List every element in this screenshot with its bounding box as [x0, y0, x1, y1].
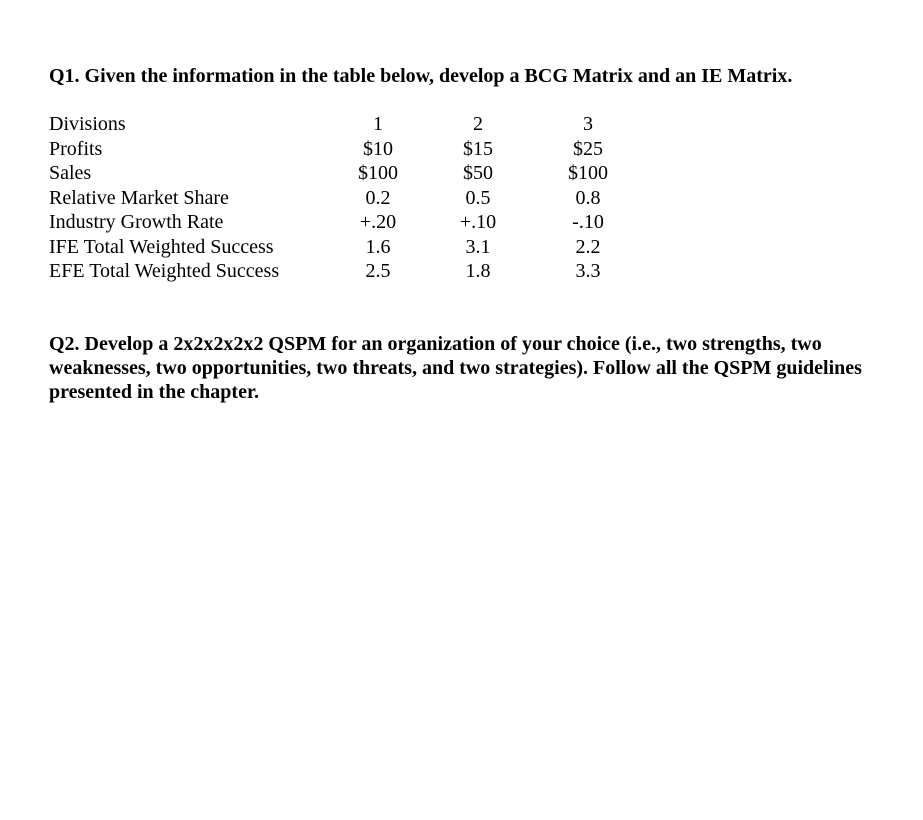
table-row [49, 235, 643, 260]
cell-value: $25 [573, 137, 603, 160]
row-label: Sales [49, 162, 92, 184]
question-2: Q2. Develop a 2x2x2x2x2 QSPM for an organization of your choice (i.e., two strengths, two weaknesses, two opportunities, two threats, and two strategies). Follow all the QSPM guidelines presented in the chapter. [49, 333, 862, 403]
cell-value: 3.3 [575, 260, 601, 282]
cell-value: 0.8 [575, 186, 601, 209]
cell-value: 2 [473, 113, 483, 135]
table-row [49, 186, 643, 211]
cell-value: 2.2 [575, 235, 601, 258]
question-1: Q1. Given the information in the table below, develop a BCG Matrix and an IE Matrix. [49, 65, 793, 87]
table-row [49, 210, 643, 235]
table-row [49, 137, 643, 162]
row-label: Industry Growth Rate [49, 211, 224, 233]
row-label: Profits [49, 137, 103, 160]
cell-value: 1.8 [465, 260, 491, 282]
cell-value: $100 [568, 162, 608, 184]
cell-value: $100 [358, 162, 398, 184]
cell-value: 1.6 [365, 235, 391, 258]
cell-value: 0.2 [365, 186, 391, 209]
cell-value: $50 [463, 162, 493, 184]
row-label: Divisions [49, 113, 126, 135]
cell-value: 2.5 [365, 260, 391, 282]
table-row [49, 161, 643, 186]
cell-value: +.20 [359, 211, 397, 233]
cell-value: 3.1 [465, 235, 491, 258]
cell-value: +.10 [459, 211, 497, 233]
row-label: EFE Total Weighted Success [49, 260, 280, 282]
cell-value: -.10 [572, 211, 604, 233]
cell-value: $15 [463, 137, 493, 160]
cell-value: 0.5 [465, 186, 491, 209]
cell-value: 3 [583, 113, 593, 135]
division-data-table [49, 112, 643, 284]
table-row [49, 112, 643, 137]
row-label: Relative Market Share [49, 186, 229, 209]
table-row [49, 259, 643, 284]
row-label: IFE Total Weighted Success [49, 235, 274, 258]
cell-value: 1 [373, 113, 383, 135]
cell-value: $10 [363, 137, 393, 160]
